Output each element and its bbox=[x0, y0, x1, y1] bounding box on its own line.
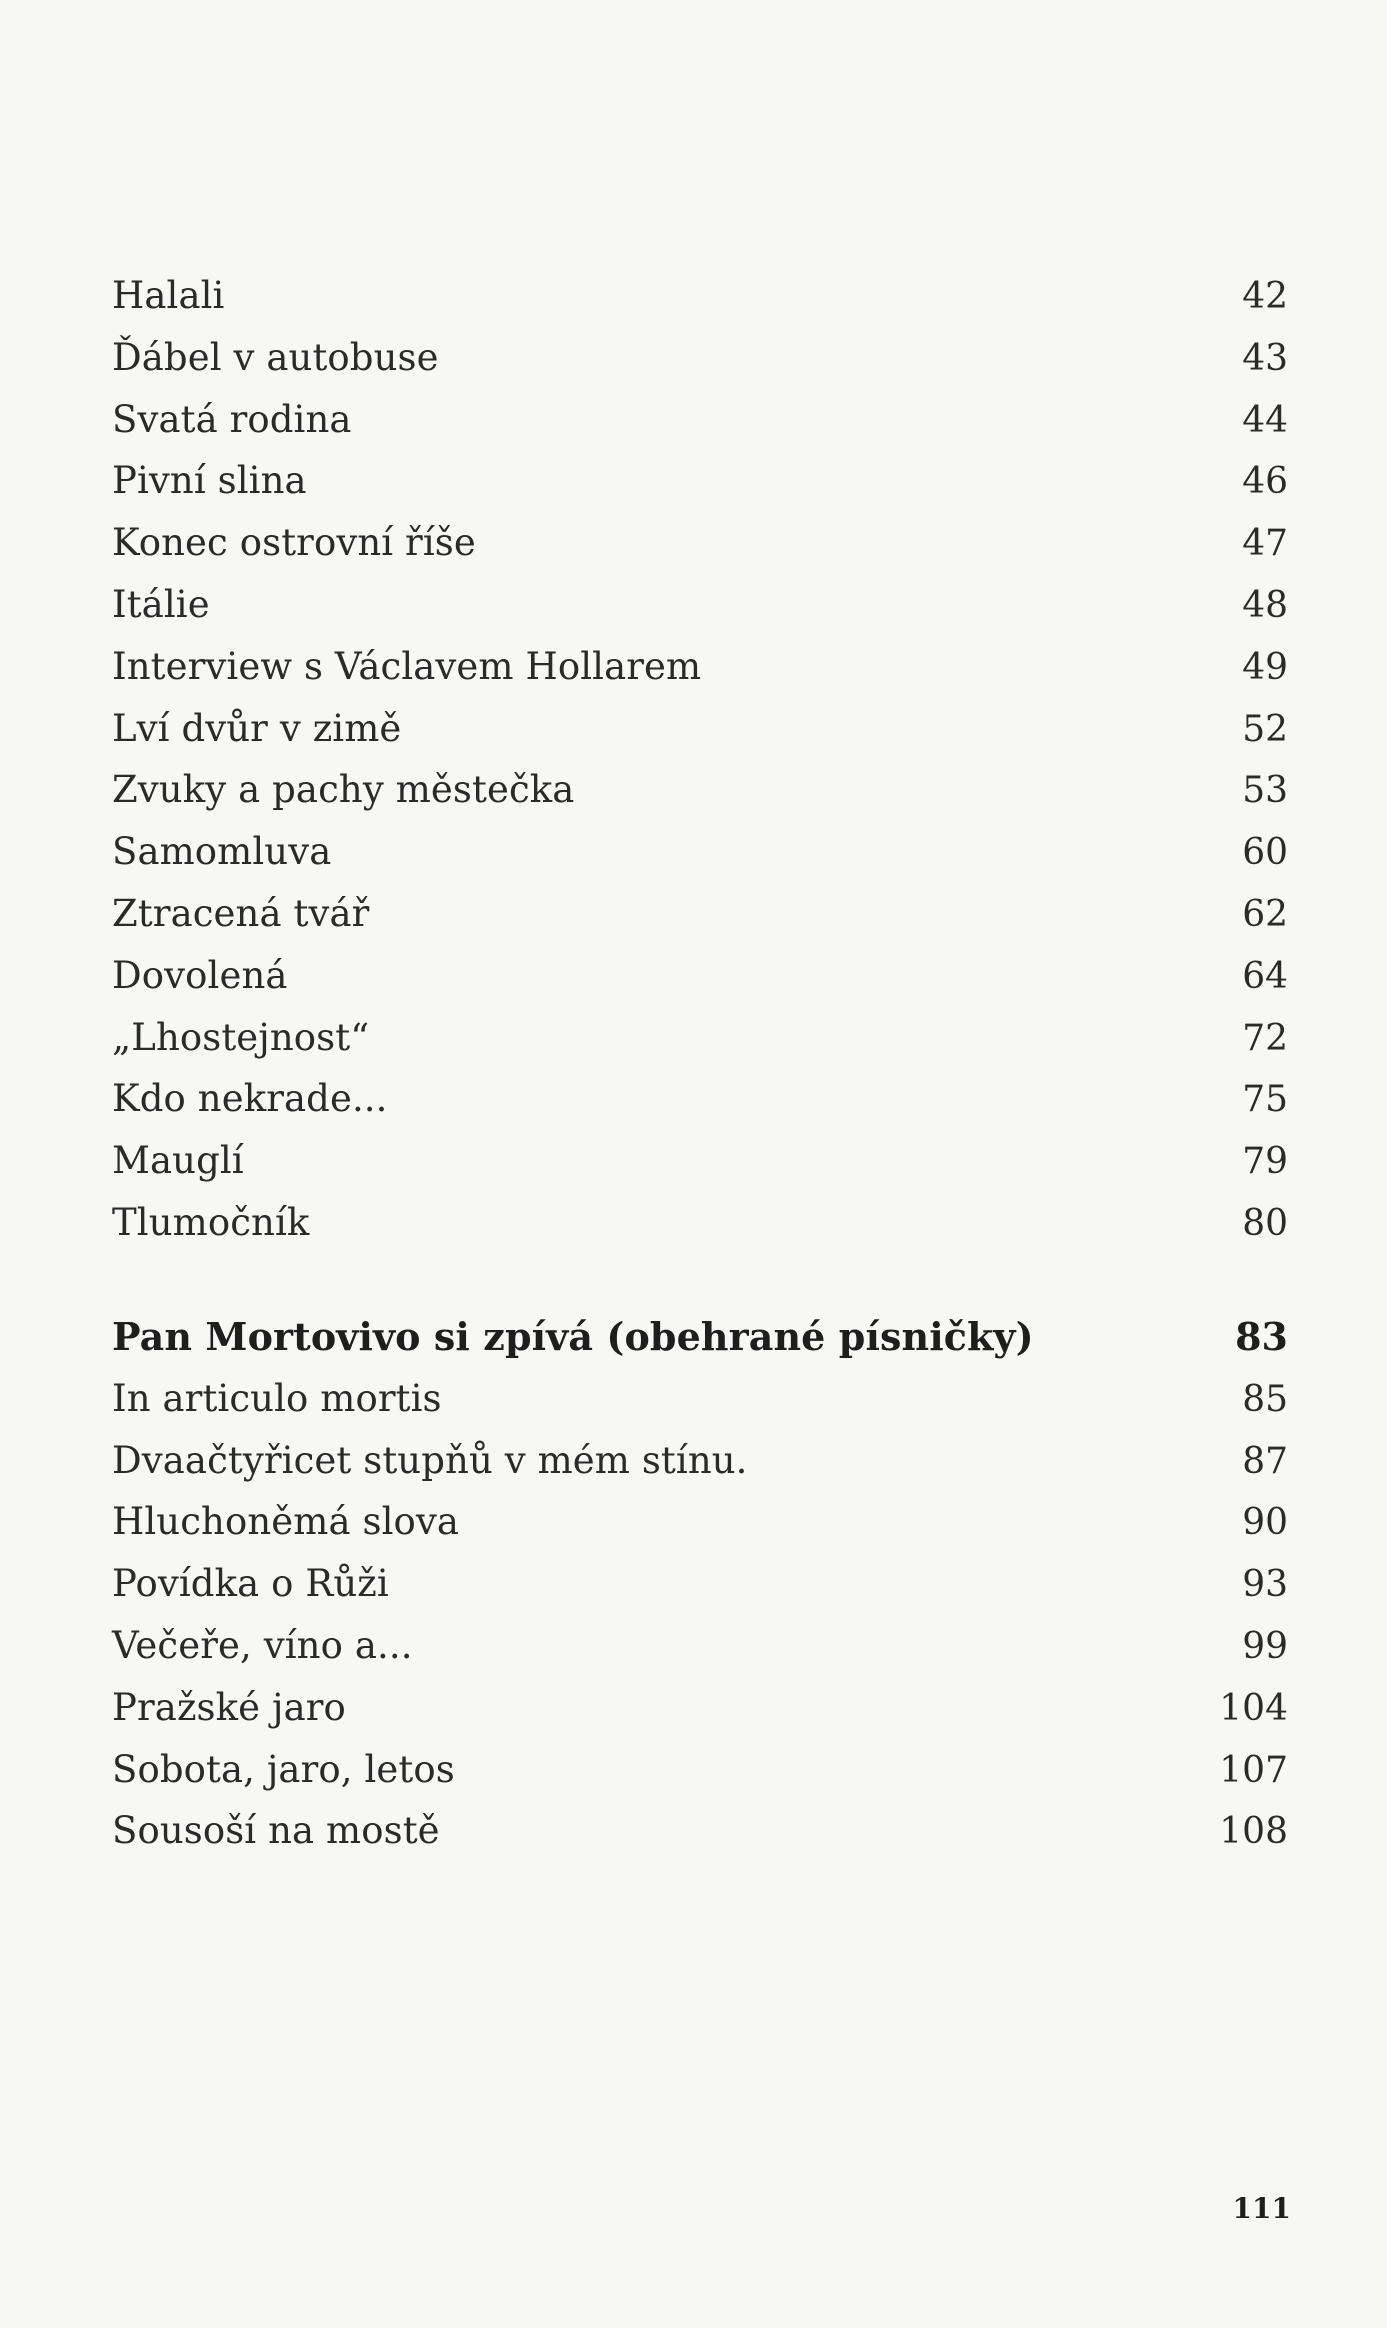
toc-entry-page: 75 bbox=[1242, 1079, 1288, 1121]
toc-entry-page: 72 bbox=[1242, 1017, 1288, 1059]
toc-entry-title: Lví dvůr v zimě bbox=[112, 706, 402, 750]
toc-entry-page: 104 bbox=[1219, 1687, 1288, 1729]
toc-entry bbox=[112, 821, 1288, 883]
toc-entry-title: Pivní slina bbox=[112, 459, 307, 503]
toc-entry-page: 53 bbox=[1242, 770, 1288, 812]
toc-entry-page: 46 bbox=[1242, 461, 1288, 503]
toc-entry-title: Tlumočník bbox=[112, 1200, 310, 1244]
toc-entry-page: 43 bbox=[1242, 337, 1288, 379]
toc-list-second bbox=[112, 1306, 1288, 1862]
toc-entry-title: In articulo mortis bbox=[112, 1376, 442, 1420]
toc-entry bbox=[112, 265, 1288, 327]
toc-entry-page: 48 bbox=[1242, 584, 1288, 626]
toc-entry-title: Interview s Václavem Hollarem bbox=[112, 644, 702, 688]
toc-entry bbox=[112, 450, 1288, 512]
toc-entry-page: 87 bbox=[1242, 1440, 1288, 1482]
toc-entry-page: 44 bbox=[1242, 399, 1288, 441]
toc-entry-page: 64 bbox=[1242, 955, 1288, 997]
toc-section-page: 83 bbox=[1235, 1314, 1288, 1359]
toc-entry bbox=[112, 759, 1288, 821]
toc-entry-title: Itálie bbox=[112, 582, 210, 626]
toc-list-first bbox=[112, 265, 1288, 1254]
toc-entry-title: Pražské jaro bbox=[112, 1685, 346, 1729]
toc-entry-title: Dvaačtyřicet stupňů v mém stínu. bbox=[112, 1438, 748, 1482]
toc-entry bbox=[112, 698, 1288, 760]
toc-entry bbox=[112, 636, 1288, 698]
toc-entry bbox=[112, 1430, 1288, 1492]
toc-entry bbox=[112, 1553, 1288, 1615]
toc-entry-title: Hluchoněmá slova bbox=[112, 1500, 460, 1544]
toc-entry-page: 80 bbox=[1242, 1202, 1288, 1244]
toc-entry-page: 60 bbox=[1242, 832, 1288, 874]
toc-entry bbox=[112, 327, 1288, 389]
toc-entry bbox=[112, 945, 1288, 1007]
toc-entry bbox=[112, 1615, 1288, 1677]
toc-entry-page: 49 bbox=[1242, 646, 1288, 688]
toc-entry-page: 85 bbox=[1242, 1378, 1288, 1420]
toc-entry bbox=[112, 1739, 1288, 1801]
toc-entry bbox=[112, 1677, 1288, 1739]
toc-entry bbox=[112, 389, 1288, 451]
toc-entry-title: Svatá rodina bbox=[112, 397, 352, 441]
toc-entry bbox=[112, 1007, 1288, 1069]
toc-entry-title: Samomluva bbox=[112, 830, 332, 874]
page-number: 111 bbox=[1232, 2192, 1291, 2225]
toc-entry-title: Mauglí bbox=[112, 1139, 244, 1183]
toc-entry-title: Dovolená bbox=[112, 953, 288, 997]
toc-entry-title: Zvuky a pachy městečka bbox=[112, 768, 575, 812]
toc-entry-title: Konec ostrovní říše bbox=[112, 521, 476, 565]
toc-entry-page: 108 bbox=[1219, 1811, 1288, 1853]
toc-entry-title: Večeře, víno a... bbox=[112, 1623, 413, 1667]
toc-entry bbox=[112, 883, 1288, 945]
toc-entry-title: Halali bbox=[112, 274, 225, 317]
toc-entry bbox=[112, 1192, 1288, 1254]
toc-entry bbox=[112, 512, 1288, 574]
toc-entry-page: 93 bbox=[1242, 1564, 1288, 1606]
toc-entry-title: Ďábel v autobuse bbox=[112, 335, 439, 379]
toc-entry-page: 42 bbox=[1242, 276, 1288, 317]
toc-entry-title: Ztracená tvář bbox=[112, 891, 370, 935]
toc-section-heading bbox=[112, 1306, 1288, 1368]
toc-entry-title: Kdo nekrade... bbox=[112, 1077, 388, 1121]
toc-entry-title: „Lhostejnost“ bbox=[112, 1015, 370, 1059]
toc-entry-page: 90 bbox=[1242, 1502, 1288, 1544]
toc-entry-page: 47 bbox=[1242, 523, 1288, 565]
toc-entry bbox=[112, 1800, 1288, 1862]
toc-entry-page: 62 bbox=[1242, 893, 1288, 935]
toc-entry-page: 52 bbox=[1242, 708, 1288, 750]
toc-entry-page: 79 bbox=[1242, 1141, 1288, 1183]
toc-entry-title: Sousoší na mostě bbox=[112, 1809, 440, 1853]
toc-entry bbox=[112, 1368, 1288, 1430]
toc-entry-title: Sobota, jaro, letos bbox=[112, 1747, 455, 1791]
toc-entry-page: 107 bbox=[1219, 1749, 1288, 1791]
toc-entry-title: Povídka o Růži bbox=[112, 1562, 389, 1606]
toc-entry-page: 99 bbox=[1242, 1625, 1288, 1667]
toc-entry bbox=[112, 574, 1288, 636]
toc-entry bbox=[112, 1130, 1288, 1192]
toc-section-title: Pan Mortovivo si zpívá (obehrané písničky) bbox=[112, 1314, 1034, 1359]
toc-entry bbox=[112, 1491, 1288, 1553]
toc-entry bbox=[112, 1068, 1288, 1130]
